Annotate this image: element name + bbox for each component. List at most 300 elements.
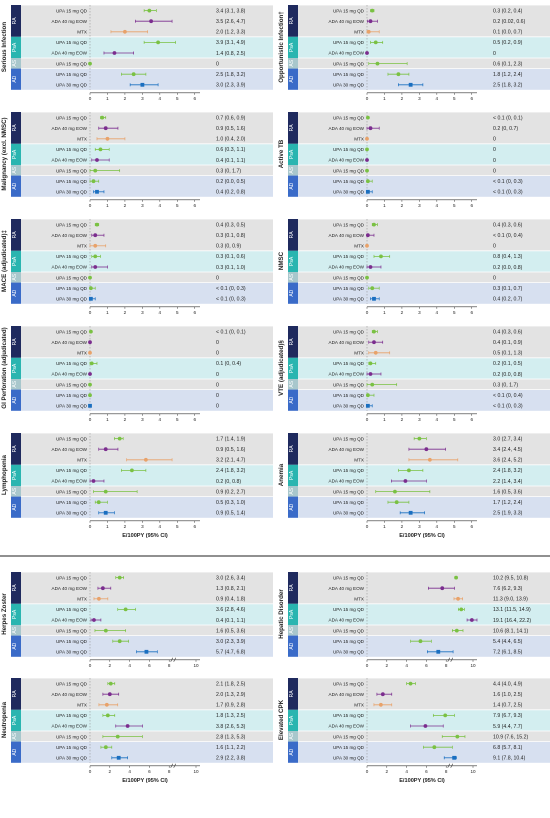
- value-label: 2.5 (1.8, 3.2): [216, 72, 246, 78]
- estimate-marker: [118, 437, 122, 441]
- value-label: 0: [493, 168, 496, 175]
- estimate-marker: [109, 682, 113, 686]
- value-label: 19.1 (16.4, 22.2): [493, 617, 532, 624]
- value-label: 0.9 (0.2, 2.7): [216, 489, 246, 496]
- row-label: MTX: [77, 243, 87, 249]
- estimate-marker: [88, 404, 92, 408]
- value-label: 3.9 (3.1, 4.9): [216, 40, 246, 47]
- value-label: 0: [216, 403, 219, 410]
- x-tick-label: 2: [385, 768, 389, 774]
- row-label: MTX: [354, 350, 364, 356]
- row-label: ADA 40 mg EOW: [328, 339, 364, 345]
- group-label: PsA: [12, 715, 18, 725]
- estimate-marker: [106, 714, 110, 718]
- row-label: UPA 15 mg QD: [55, 115, 87, 121]
- x-tick-label: 5: [176, 309, 179, 315]
- value-label: 10.2 (9.5, 10.8): [493, 575, 529, 582]
- x-tick-label: 10: [470, 662, 476, 668]
- group-label: AD: [289, 748, 295, 756]
- value-label: 0: [216, 382, 219, 389]
- value-label: 0.6 (0.1, 2.3): [493, 61, 523, 68]
- value-label: 5.7 (4.7, 6.8): [216, 649, 246, 656]
- value-label: < 0.1 (0, 0.4): [493, 393, 523, 399]
- value-label: 0.5 (0.3, 1.0): [216, 500, 246, 506]
- row-label: UPA 30 mg QD: [332, 82, 364, 88]
- estimate-marker: [104, 490, 108, 494]
- x-tick-label: 4: [128, 768, 131, 774]
- estimate-marker: [104, 745, 108, 749]
- x-tick-label: 6: [470, 202, 474, 208]
- estimate-marker: [366, 190, 370, 194]
- panel-title: MACE (adjudicated)‡: [1, 230, 8, 292]
- x-tick-label: 10: [193, 662, 199, 668]
- value-label: 0.3 (0, 1.7): [493, 382, 519, 389]
- row-label: MTX: [77, 596, 87, 602]
- group-label: RA: [289, 445, 295, 453]
- row-label: ADA 40 mg EOW: [328, 617, 364, 623]
- group-label: AS: [289, 487, 295, 495]
- estimate-marker: [436, 650, 440, 654]
- estimate-marker: [376, 62, 380, 66]
- value-label: 0.4 (0.1, 1.1): [216, 157, 246, 164]
- x-tick-label: 6: [470, 309, 474, 315]
- estimate-marker: [140, 83, 144, 87]
- value-label: 0: [216, 61, 219, 68]
- row-label: ADA 40 mg EOW: [51, 446, 87, 452]
- estimate-marker: [88, 372, 92, 376]
- row-label: MTX: [354, 243, 364, 249]
- estimate-marker: [397, 72, 401, 76]
- x-tick-label: 5: [453, 416, 456, 422]
- estimate-marker: [105, 703, 109, 707]
- panel-title: Opportunistic Infection†: [278, 11, 285, 83]
- value-label: 2.8 (1.3, 5.3): [216, 734, 246, 741]
- estimate-marker: [92, 479, 96, 483]
- x-tick-label: 4: [435, 309, 439, 315]
- estimate-marker: [365, 137, 369, 141]
- row-label: UPA 15 mg QD: [55, 178, 87, 184]
- x-tick-label: 3: [141, 309, 144, 315]
- row-label: ADA 40 mg EOW: [51, 232, 87, 238]
- row-label: UPA 15 mg QD: [55, 147, 87, 153]
- row-label: UPA 15 mg QD: [332, 489, 364, 495]
- estimate-marker: [369, 362, 373, 366]
- estimate-marker: [370, 383, 374, 387]
- row-label: UPA 30 mg QD: [332, 649, 364, 655]
- estimate-marker: [367, 30, 371, 34]
- row-label: UPA 30 mg QD: [332, 403, 364, 409]
- group-label: PsA: [12, 42, 18, 52]
- row-label: ADA 40 mg EOW: [51, 50, 87, 56]
- estimate-marker: [101, 586, 105, 590]
- value-label: 0.3 (0, 0.9): [216, 243, 242, 250]
- value-label: 0: [216, 340, 219, 346]
- estimate-marker: [106, 137, 110, 141]
- x-axis-title: E/100PY (95% CI): [399, 532, 445, 539]
- group-label: AS: [12, 380, 18, 388]
- x-tick-label: 4: [435, 416, 439, 422]
- x-tick-label: 3: [141, 416, 144, 422]
- estimate-marker: [369, 372, 373, 376]
- value-label: 1.7 (1.4, 1.9): [216, 436, 246, 443]
- row-label: UPA 15 mg QD: [332, 468, 364, 474]
- x-tick-label: 1: [106, 416, 109, 422]
- value-label: < 0.1 (0, 0.3): [493, 189, 523, 196]
- group-label: RA: [289, 338, 295, 346]
- estimate-marker: [372, 340, 376, 344]
- estimate-marker: [393, 490, 397, 494]
- x-tick-label: 0: [365, 416, 369, 422]
- value-label: 3.4 (2.4, 4.5): [493, 447, 523, 453]
- x-tick-label: 1: [383, 202, 386, 208]
- x-tick-label: 0: [88, 202, 92, 208]
- estimate-marker: [369, 126, 373, 130]
- estimate-marker: [92, 618, 96, 622]
- row-label: ADA 40 mg EOW: [51, 339, 87, 345]
- value-label: 2.0 (1.2, 3.3): [216, 29, 246, 36]
- group-label: PsA: [289, 149, 295, 159]
- estimate-marker: [132, 72, 136, 76]
- group-label: AD: [289, 503, 295, 511]
- estimate-marker: [365, 148, 369, 152]
- group-label: AS: [289, 732, 295, 740]
- value-label: 2.0 (1.3, 2.9): [216, 692, 246, 698]
- x-tick-label: 6: [193, 202, 197, 208]
- x-tick-label: 2: [400, 95, 404, 101]
- value-label: 13.1 (11.5, 14.9): [493, 607, 531, 614]
- row-label: UPA 15 mg QD: [55, 71, 87, 77]
- x-tick-label: 2: [123, 523, 127, 529]
- group-label: PsA: [289, 715, 295, 725]
- value-label: 3.2 (2.1, 4.7): [216, 457, 246, 464]
- x-tick-label: 6: [193, 416, 197, 422]
- x-tick-label: 3: [418, 416, 421, 422]
- group-label: PsA: [289, 470, 295, 480]
- value-label: 0.8 (0.4, 1.3): [493, 254, 523, 261]
- value-label: 0.2 (0, 0.8): [216, 478, 242, 485]
- estimate-marker: [104, 447, 108, 451]
- group-label: PsA: [289, 42, 295, 52]
- estimate-marker: [88, 62, 92, 66]
- group-label: AD: [289, 289, 295, 297]
- value-label: 1.6 (0.5, 3.6): [493, 489, 523, 496]
- row-label: UPA 15 mg QD: [55, 61, 87, 67]
- group-label: AD: [12, 289, 18, 297]
- panel-title: VTE (adjudicated)§: [278, 340, 285, 396]
- group-label: RA: [12, 690, 18, 698]
- x-tick-label: 6: [193, 309, 197, 315]
- row-label: UPA 15 mg QD: [55, 489, 87, 495]
- value-label: 1.8 (1.2, 2.4): [493, 72, 523, 78]
- value-label: 0: [493, 157, 496, 164]
- estimate-marker: [93, 233, 97, 237]
- x-tick-label: 5: [453, 95, 456, 101]
- panel-title: Neutropenia: [1, 701, 8, 739]
- x-tick-label: 5: [453, 523, 456, 529]
- value-label: 0.3 (0, 1.7): [216, 168, 242, 175]
- group-label: AS: [12, 626, 18, 634]
- estimate-marker: [365, 51, 369, 55]
- estimate-marker: [104, 511, 108, 515]
- estimate-marker: [379, 255, 383, 259]
- group-label: AS: [289, 59, 295, 67]
- x-tick-label: 2: [400, 416, 404, 422]
- value-label: 7.2 (6.1, 8.5): [493, 649, 523, 656]
- value-label: 0.4 (0.3, 0.5): [216, 222, 246, 229]
- x-tick-label: 2: [108, 768, 112, 774]
- estimate-marker: [366, 233, 370, 237]
- row-label: ADA 40 mg EOW: [328, 691, 364, 697]
- row-label: UPA 15 mg QD: [332, 168, 364, 174]
- estimate-marker: [89, 297, 93, 301]
- group-label: RA: [12, 231, 18, 239]
- estimate-marker: [88, 351, 92, 355]
- group-label: RA: [12, 445, 18, 453]
- row-label: UPA 15 mg QD: [332, 71, 364, 77]
- row-label: UPA 15 mg QD: [55, 361, 87, 367]
- group-label: AS: [289, 273, 295, 281]
- value-label: 0.3 (0.1, 0.6): [216, 254, 246, 261]
- group-label: RA: [12, 17, 18, 25]
- estimate-marker: [123, 30, 127, 34]
- group-label: RA: [289, 690, 295, 698]
- value-label: 1.7 (1.2, 2.4): [493, 500, 523, 506]
- row-label: ADA 40 mg EOW: [328, 371, 364, 377]
- value-label: 1.3 (0.8, 2.1): [216, 586, 246, 592]
- row-label: UPA 15 mg QD: [332, 392, 364, 398]
- x-tick-label: 4: [405, 662, 408, 668]
- row-label: UPA 15 mg QD: [332, 115, 364, 121]
- row-label: ADA 40 mg EOW: [328, 50, 364, 56]
- x-tick-label: 2: [123, 202, 127, 208]
- x-tick-label: 4: [435, 523, 439, 529]
- estimate-marker: [156, 41, 160, 45]
- row-label: UPA 15 mg QD: [55, 382, 87, 388]
- estimate-marker: [395, 500, 399, 504]
- value-label: 0.2 (0.1, 0.5): [493, 361, 523, 368]
- x-tick-label: 3: [418, 523, 421, 529]
- x-tick-label: 3: [141, 95, 144, 101]
- value-label: 9.1 (7.8, 10.4): [493, 755, 526, 762]
- row-label: UPA 15 mg QD: [55, 392, 87, 398]
- estimate-marker: [370, 286, 374, 290]
- estimate-marker: [88, 393, 92, 397]
- x-tick-label: 2: [108, 662, 112, 668]
- estimate-marker: [126, 724, 130, 728]
- x-tick-label: 4: [158, 523, 162, 529]
- estimate-marker: [409, 511, 413, 515]
- row-label: UPA 15 mg QD: [332, 222, 364, 228]
- row-label: ADA 40 mg EOW: [51, 723, 87, 729]
- estimate-marker: [90, 362, 94, 366]
- x-tick-label: 6: [470, 416, 474, 422]
- estimate-marker: [147, 9, 151, 13]
- estimate-marker: [88, 276, 92, 280]
- value-label: 0.2 (0.02, 0.6): [493, 19, 526, 25]
- x-axis-title: E/100PY (95% CI): [122, 777, 168, 784]
- value-label: < 0.1 (0, 0.3): [216, 296, 246, 303]
- row-label: ADA 40 mg EOW: [328, 232, 364, 238]
- group-label: AS: [12, 273, 18, 281]
- row-label: ADA 40 mg EOW: [328, 264, 364, 270]
- estimate-marker: [365, 276, 369, 280]
- x-tick-label: 5: [453, 202, 456, 208]
- group-label: AD: [289, 642, 295, 650]
- group-label: AD: [12, 503, 18, 511]
- row-label: MTX: [354, 702, 364, 708]
- group-label: PsA: [12, 363, 18, 373]
- value-label: < 0.1 (0, 0.4): [493, 233, 523, 239]
- value-label: 0.9 (0.4, 1.8): [216, 596, 246, 603]
- x-tick-label: 8: [444, 662, 448, 668]
- row-label: UPA 15 mg QD: [332, 285, 364, 291]
- group-label: AD: [12, 182, 18, 190]
- x-tick-label: 1: [383, 523, 386, 529]
- group-label: AS: [12, 59, 19, 67]
- estimate-marker: [369, 265, 373, 269]
- value-label: 7.6 (6.2, 9.3): [493, 586, 523, 592]
- value-label: 0.6 (0.3, 1.1): [216, 147, 246, 154]
- value-label: 0.1 (0.0, 0.7): [493, 29, 523, 36]
- row-label: UPA 15 mg QD: [332, 147, 364, 153]
- panel-title: Malignancy (excl. NMSC): [1, 117, 8, 191]
- row-label: UPA 15 mg QD: [55, 499, 87, 505]
- panel-title: Serious Infection: [1, 21, 8, 73]
- estimate-marker: [381, 692, 385, 696]
- group-label: AD: [12, 642, 18, 650]
- estimate-marker: [452, 756, 456, 760]
- value-label: 0.4 (0.3, 0.6): [493, 329, 523, 336]
- row-label: ADA 40 mg EOW: [51, 691, 87, 697]
- value-label: 5.4 (4.4, 6.5): [493, 639, 523, 645]
- value-label: < 0.1 (0, 0.3): [493, 179, 523, 185]
- estimate-marker: [372, 297, 376, 301]
- row-label: UPA 30 mg QD: [55, 510, 87, 516]
- row-label: UPA 15 mg QD: [55, 628, 87, 634]
- estimate-marker: [365, 158, 369, 162]
- group-label: AD: [12, 75, 18, 83]
- estimate-marker: [113, 51, 117, 55]
- estimate-marker: [93, 244, 97, 248]
- estimate-marker: [118, 576, 122, 580]
- row-label: UPA 15 mg QD: [55, 436, 87, 442]
- estimate-marker: [374, 351, 378, 355]
- estimate-marker: [104, 126, 108, 130]
- x-tick-label: 0: [88, 416, 92, 422]
- x-tick-label: 0: [88, 95, 92, 101]
- estimate-marker: [404, 479, 408, 483]
- row-label: ADA 40 mg EOW: [328, 446, 364, 452]
- value-label: 1.0 (0.4, 2.0): [216, 136, 246, 143]
- row-label: UPA 15 mg QD: [332, 178, 364, 184]
- x-tick-label: 6: [470, 95, 474, 101]
- estimate-marker: [455, 735, 459, 739]
- group-label: AS: [12, 732, 18, 740]
- x-tick-label: 2: [400, 309, 404, 315]
- row-label: UPA 15 mg QD: [55, 607, 87, 613]
- x-tick-label: 3: [141, 523, 144, 529]
- estimate-marker: [124, 608, 128, 612]
- estimate-marker: [95, 158, 99, 162]
- x-tick-label: 2: [400, 202, 404, 208]
- row-label: UPA 15 mg QD: [55, 681, 87, 687]
- x-tick-label: 1: [106, 523, 109, 529]
- x-tick-label: 2: [123, 416, 127, 422]
- x-tick-label: 1: [383, 416, 386, 422]
- estimate-marker: [365, 244, 369, 248]
- estimate-marker: [118, 639, 122, 643]
- x-tick-label: 1: [383, 309, 386, 315]
- estimate-marker: [116, 735, 120, 739]
- value-label: 0.5 (0.1, 1.3): [493, 350, 523, 357]
- estimate-marker: [424, 724, 428, 728]
- value-label: 3.0 (2.7, 3.4): [493, 436, 523, 443]
- row-label: UPA 15 mg QD: [55, 168, 87, 174]
- row-label: ADA 40 mg EOW: [328, 585, 364, 591]
- value-label: 1.4 (0.7, 2.5): [493, 702, 523, 709]
- estimate-marker: [97, 500, 101, 504]
- row-label: MTX: [77, 702, 87, 708]
- x-tick-label: 5: [176, 523, 179, 529]
- x-tick-label: 6: [148, 768, 151, 774]
- estimate-marker: [456, 597, 460, 601]
- x-tick-label: 0: [365, 95, 369, 101]
- panel-title: Elevated CPK: [278, 699, 285, 741]
- row-label: MTX: [354, 596, 364, 602]
- value-label: 0.4 (0.2, 0.8): [216, 189, 246, 196]
- value-label: 3.0 (2.6, 3.4): [216, 575, 246, 582]
- group-label: RA: [289, 584, 295, 592]
- group-label: PsA: [289, 256, 295, 266]
- x-tick-label: 2: [123, 95, 127, 101]
- estimate-marker: [443, 714, 447, 718]
- x-tick-label: 6: [193, 523, 197, 529]
- row-label: UPA 15 mg QD: [55, 285, 87, 291]
- value-label: < 0.1 (0, 0.1): [216, 329, 246, 336]
- estimate-marker: [407, 469, 411, 473]
- estimate-marker: [419, 639, 423, 643]
- value-label: 2.9 (2.2, 3.8): [216, 755, 246, 762]
- group-label: PsA: [12, 470, 18, 480]
- row-label: UPA 15 mg QD: [332, 61, 364, 67]
- estimate-marker: [100, 116, 104, 120]
- value-label: < 0.1 (0, 0.3): [216, 286, 246, 292]
- estimate-marker: [366, 179, 370, 183]
- x-tick-label: 5: [176, 95, 179, 101]
- row-label: UPA 30 mg QD: [55, 189, 87, 195]
- x-axis-title: E/100PY (95% CI): [122, 532, 168, 539]
- estimate-marker: [432, 745, 436, 749]
- row-label: UPA 15 mg QD: [55, 468, 87, 474]
- group-label: RA: [12, 338, 18, 346]
- group-label: RA: [289, 124, 295, 132]
- value-label: 3.6 (2.4, 5.2): [493, 457, 523, 464]
- estimate-marker: [374, 41, 378, 45]
- value-label: 2.5 (1.8, 3.2): [493, 82, 523, 89]
- value-label: 0.9 (0.5, 1.6): [216, 126, 246, 132]
- value-label: 0.3 (0.1, 0.7): [493, 286, 523, 292]
- row-label: UPA 30 mg QD: [55, 403, 87, 409]
- x-tick-label: 2: [400, 523, 404, 529]
- row-label: ADA 40 mg EOW: [51, 478, 87, 484]
- estimate-marker: [366, 116, 370, 120]
- value-label: 0.4 (0.1, 1.1): [216, 617, 246, 624]
- estimate-marker: [145, 650, 149, 654]
- estimate-marker: [104, 629, 108, 633]
- x-tick-label: 6: [193, 95, 197, 101]
- x-tick-label: 8: [167, 662, 171, 668]
- x-tick-label: 8: [444, 768, 448, 774]
